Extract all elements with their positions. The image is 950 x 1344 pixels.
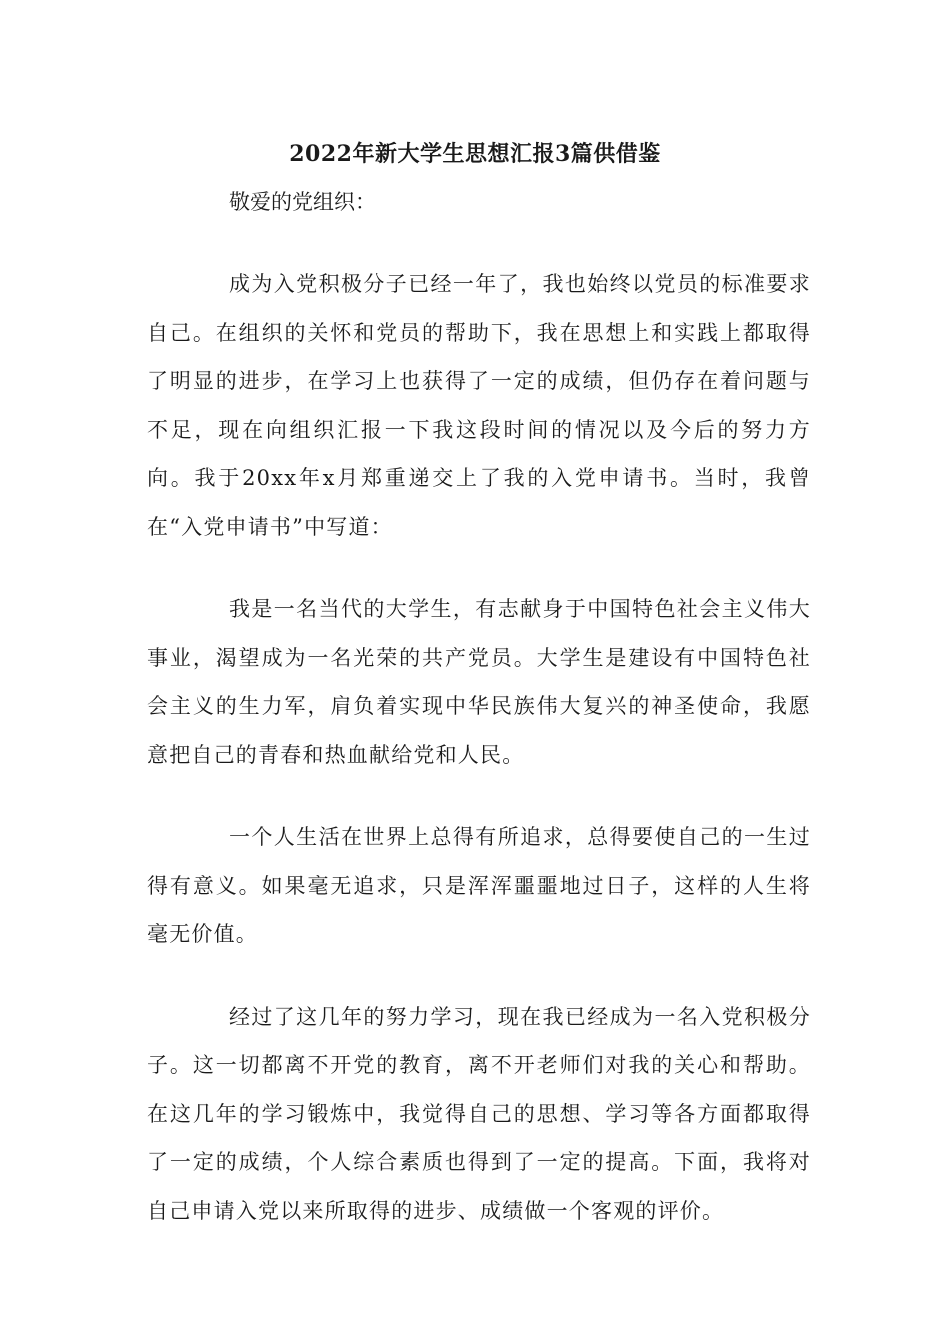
paragraph-3: 一个人生活在世界上总得有所追求，总得要使自己的一生过得有意义。如果毫无追求，只是浑浑噩噩地过日子，这样的人生将毫无价值。 bbox=[147, 825, 811, 946]
paragraph-4: 经过了这几年的努力学习，现在我已经成为一名入党积极分子。这一切都离不开党的教育，离不开老师们对我的关心和帮助。在这几年的学习锻炼中，我觉得自己的思想、学习等各方面都取得了一定的成绩，个人综合素质也得到了一定的提高。下面，我将对自己申请入党以来所取得的进步、成绩做一个客观的评价。 bbox=[147, 1004, 811, 1223]
paragraph-1: 成为入党积极分子已经一年了，我也始终以党员的标准要求自己。在组织的关怀和党员的帮助下，我在思想上和实践上都取得了明显的进步，在学习上也获得了一定的成绩，但仍存在着问题与不足，现在向组织汇报一下我这段时间的情况以及今后的努力方向。我于20xx年x月郑重递交上了我的入党申请书。当时，我曾在“入党申请书”中写道： bbox=[147, 272, 811, 539]
paragraph-gap bbox=[147, 551, 811, 585]
paragraph-gap bbox=[147, 779, 811, 813]
paragraph-2: 我是一名当代的大学生，有志献身于中国特色社会主义伟大事业，渴望成为一名光荣的共产党员。大学生是建设有中国特色社会主义的生力军，肩负着实现中华民族伟大复兴的神圣使命，我愿意把自己的青春和热血献给党和人民。 bbox=[147, 597, 811, 767]
paragraph-gap bbox=[147, 226, 811, 260]
paragraph-gap bbox=[147, 959, 811, 993]
document-title: 2022年新大学生思想汇报3篇供借鉴 bbox=[289, 141, 661, 167]
salutation: 敬爱的党组织： bbox=[229, 190, 376, 214]
document-body bbox=[147, 178, 811, 1235]
